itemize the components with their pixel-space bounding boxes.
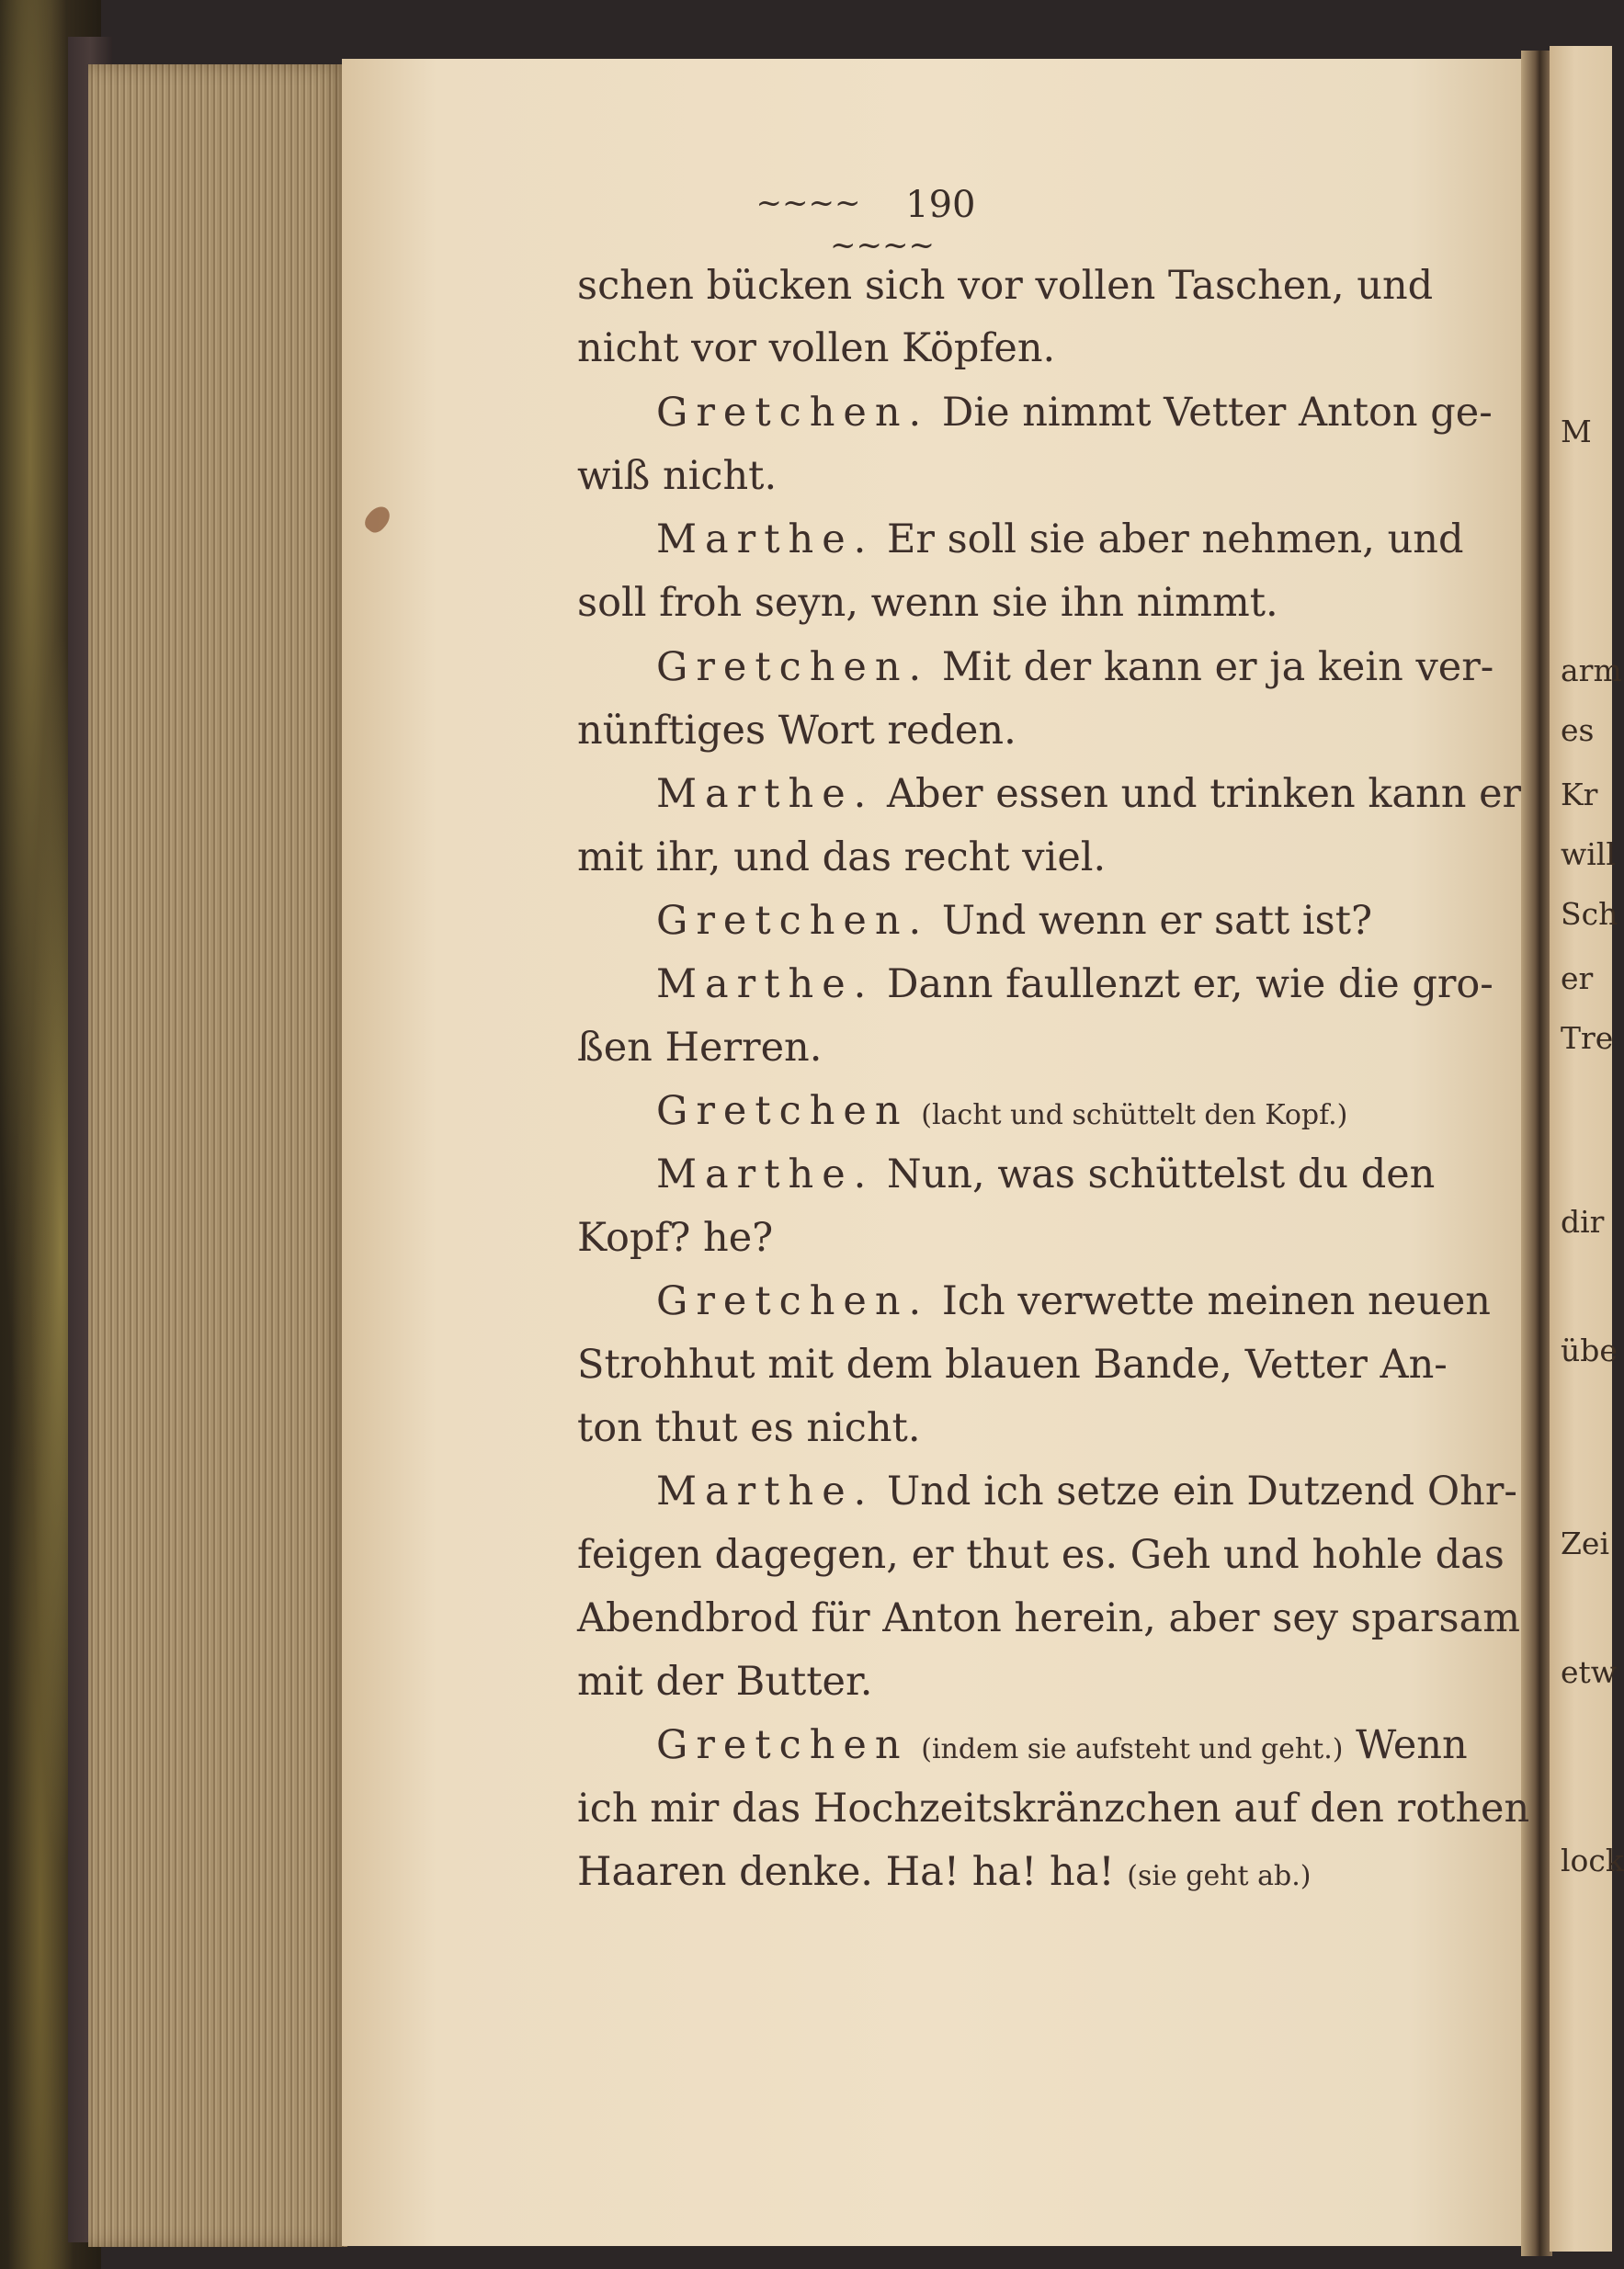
line-text: Und wenn er satt ist? — [941, 898, 1373, 944]
line-text: Er soll sie aber nehmen, und — [886, 516, 1464, 562]
adjacent-page-fragment: dir — [1561, 1204, 1605, 1240]
text-line — [577, 325, 1515, 371]
line-text: Nun, was schüttelst du den — [886, 1152, 1436, 1197]
dialogue-line — [577, 1278, 1594, 1324]
dialogue-line — [577, 771, 1594, 817]
page-number: 190 — [905, 184, 976, 226]
text-line — [577, 1215, 1515, 1261]
adjacent-page-fragment: Sch — [1561, 896, 1618, 932]
speaker-name: Marthe. — [656, 1469, 875, 1515]
line-text: Haaren denke. Ha! ha! ha! — [577, 1849, 1115, 1895]
speaker-name: Gretchen. — [656, 898, 930, 944]
line-text: ton thut es nicht. — [577, 1405, 921, 1451]
text-line — [577, 1342, 1515, 1388]
adjacent-page-fragment: Kr — [1561, 777, 1598, 812]
adjacent-page — [1550, 46, 1624, 2252]
speaker-name: Marthe. — [656, 771, 875, 817]
line-text: nicht vor vollen Köpfen. — [577, 325, 1056, 371]
line-text: Dann faullenzt er, wie die gro- — [886, 961, 1493, 1007]
line-text: Ich verwette meinen neuen — [941, 1278, 1491, 1324]
line-text: Wenn — [1356, 1722, 1468, 1768]
adjacent-page-fragment: Tre — [1561, 1020, 1614, 1056]
line-text: nünftiges Wort reden. — [577, 708, 1016, 754]
adjacent-page-fragment: lock — [1561, 1843, 1624, 1878]
text-line — [577, 453, 1515, 499]
dialogue-line — [577, 390, 1594, 436]
dialogue-line — [577, 961, 1594, 1007]
line-text: Und ich setze ein Dutzend Ohr- — [886, 1469, 1517, 1515]
page-header — [698, 184, 1066, 268]
adjacent-page-fragment: M — [1561, 414, 1592, 449]
text-line — [577, 1595, 1521, 1641]
text-line — [577, 708, 1515, 754]
speaker-name: Marthe. — [656, 1152, 875, 1197]
line-text: soll froh seyn, wenn sie ihn nimmt. — [577, 580, 1278, 626]
dialogue-line — [577, 1088, 1594, 1134]
text-line — [577, 1025, 1515, 1071]
line-text: Abendbrod für Anton herein, aber sey sparsam — [577, 1595, 1521, 1641]
line-text: wiß nicht. — [577, 453, 778, 499]
text-line — [577, 1659, 1515, 1705]
line-text: Aber essen und trinken kann er — [886, 771, 1522, 817]
line-text: ßen Herren. — [577, 1025, 823, 1071]
adjacent-page-fragment: übe — [1561, 1333, 1618, 1368]
line-text: mit der Butter. — [577, 1659, 873, 1705]
adjacent-page-fragment: es — [1561, 712, 1595, 748]
line-text: Kopf? he? — [577, 1215, 774, 1261]
line-text: feigen dagegen, er thut es. Geh und hohle das — [577, 1532, 1505, 1578]
speaker-name: Gretchen — [656, 1088, 909, 1134]
text-line — [577, 1405, 1515, 1451]
text-line — [577, 834, 1515, 880]
dialogue-line — [577, 516, 1594, 562]
speaker-name: Gretchen. — [656, 390, 930, 436]
page-edges-stack — [88, 64, 347, 2247]
text-line — [577, 263, 1515, 309]
dialogue-line — [577, 1722, 1594, 1768]
header-ornament-left: ~~~~ — [755, 185, 861, 221]
line-text: mit ihr, und das recht viel. — [577, 834, 1107, 880]
line-text: Strohhut mit dem blauen Bande, Vetter An- — [577, 1342, 1448, 1388]
line-text: schen bücken sich vor vollen Taschen, und — [577, 263, 1434, 309]
text-line — [577, 580, 1515, 626]
dialogue-line — [577, 1469, 1594, 1515]
adjacent-page-fragment: arm — [1561, 652, 1622, 688]
speaker-name: Marthe. — [656, 961, 875, 1007]
text-line — [577, 1786, 1530, 1832]
book-gutter — [1521, 51, 1552, 2256]
speaker-name: Gretchen. — [656, 1278, 930, 1324]
text-line — [577, 1532, 1515, 1578]
header-ornament-right: ~~~~ — [830, 227, 935, 264]
adjacent-page-fragment: will — [1561, 836, 1616, 872]
text-line — [577, 1849, 1515, 1895]
stage-direction: (sie geht ab.) — [1127, 1860, 1312, 1892]
stage-direction: (indem sie aufsteht und geht.) — [921, 1733, 1344, 1765]
line-text: Die nimmt Vetter Anton ge- — [941, 390, 1493, 436]
line-text: Mit der kann er ja kein ver- — [941, 644, 1494, 690]
line-text: ich mir das Hochzeitskränzchen auf den rothen — [577, 1786, 1530, 1832]
speaker-name: Gretchen — [656, 1722, 909, 1768]
stage-direction: (lacht und schüttelt den Kopf.) — [921, 1099, 1348, 1131]
adjacent-page-fragment: Zei — [1561, 1526, 1610, 1561]
speaker-name: Marthe. — [656, 516, 875, 562]
dialogue-line — [577, 1152, 1594, 1197]
speaker-name: Gretchen. — [656, 644, 930, 690]
adjacent-page-fragment: er — [1561, 960, 1594, 996]
dialogue-line — [577, 644, 1594, 690]
adjacent-page-fragment: etw — [1561, 1654, 1618, 1690]
